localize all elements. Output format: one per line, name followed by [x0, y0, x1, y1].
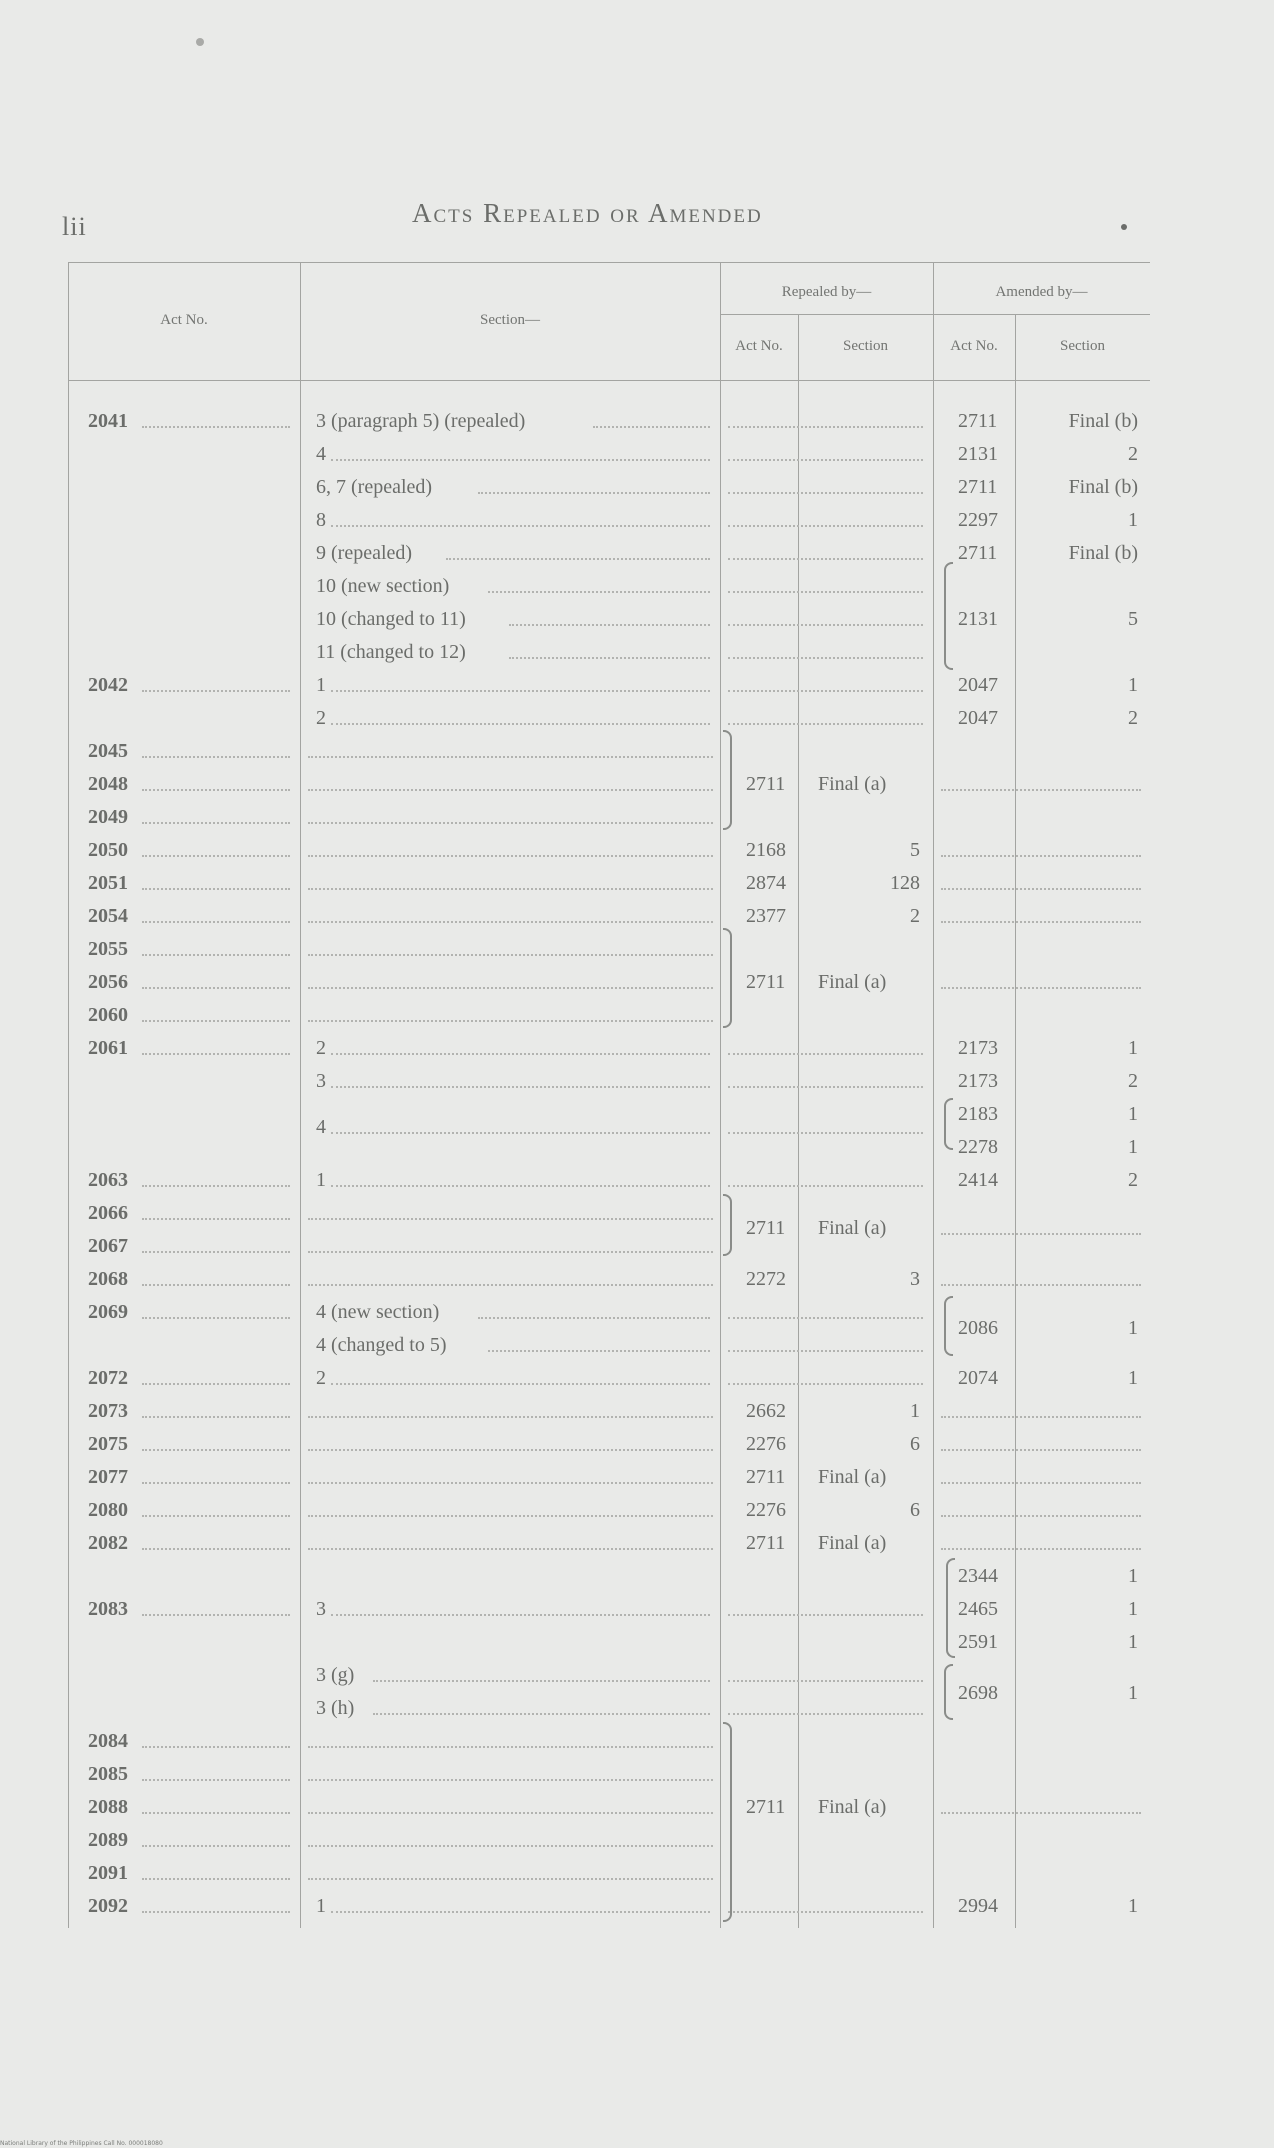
section-text: 11 (changed to 12)	[316, 641, 466, 663]
act-leader	[142, 1548, 290, 1550]
amended-by-section: 1	[1128, 1136, 1138, 1158]
ink-dot	[1121, 224, 1127, 230]
act-leader	[142, 987, 290, 989]
section-text: 1	[316, 1895, 326, 1917]
act-leader	[142, 1515, 290, 1517]
repealed-by-act: 2662	[746, 1400, 786, 1422]
repealed-leader	[728, 723, 923, 725]
act-number: 2083	[88, 1598, 128, 1620]
amended-by-section: 2	[1128, 707, 1138, 729]
section-text: 3 (g)	[316, 1664, 355, 1686]
repealed-by-section: 5	[910, 839, 920, 861]
repealed-by-act: 2874	[746, 872, 786, 894]
section-leader	[308, 1746, 713, 1748]
section-text: 4 (changed to 5)	[316, 1334, 447, 1356]
repealed-leader	[728, 690, 923, 692]
repealed-leader	[728, 1350, 923, 1352]
amended-by-act: 2591	[958, 1631, 998, 1653]
section-leader	[308, 954, 713, 956]
amended-leader	[941, 888, 1141, 890]
amended-by-act: 2086	[958, 1317, 998, 1339]
act-number: 2068	[88, 1268, 128, 1290]
section-leader	[331, 1614, 711, 1616]
act-number: 2077	[88, 1466, 128, 1488]
repealed-leader	[728, 1911, 923, 1913]
col-rule-4	[933, 262, 934, 1928]
amended-leader	[941, 1515, 1141, 1517]
act-number: 2048	[88, 773, 128, 795]
section-leader	[331, 1185, 711, 1187]
header-amended-section: Section	[1060, 338, 1105, 354]
repealed-by-section: Final (a)	[818, 1796, 887, 1818]
amended-leader	[941, 1416, 1141, 1418]
page-number: lii	[62, 212, 87, 241]
repealed-leader	[728, 1614, 923, 1616]
repealed-leader	[728, 624, 923, 626]
header-act-no: Act No.	[160, 312, 208, 328]
repealed-by-act: 2711	[746, 1466, 786, 1488]
bracket	[723, 730, 732, 830]
section-leader	[488, 1350, 710, 1352]
act-leader	[142, 1779, 290, 1781]
section-leader	[331, 525, 711, 527]
subheader-rule	[720, 314, 1150, 315]
section-text: 10 (new section)	[316, 575, 450, 597]
act-leader	[142, 1449, 290, 1451]
header-repealed-by: Repealed by—	[781, 284, 872, 300]
footer-credit: National Library of the Philippines Call No. 000018080	[0, 2140, 163, 2147]
act-number: 2066	[88, 1202, 128, 1224]
section-leader	[308, 1548, 713, 1550]
amended-by-act: 2711	[958, 542, 998, 564]
section-leader	[308, 822, 713, 824]
amended-by-act: 2278	[958, 1136, 998, 1158]
section-text: 8	[316, 509, 326, 531]
bracket	[946, 1558, 955, 1658]
repealed-leader	[728, 1383, 923, 1385]
amended-by-section: 5	[1128, 608, 1138, 630]
smudge	[196, 38, 204, 46]
amended-leader	[941, 921, 1141, 923]
section-leader	[308, 987, 713, 989]
section-leader	[308, 1416, 713, 1418]
amended-by-act: 2047	[958, 707, 998, 729]
section-text: 10 (changed to 11)	[316, 608, 466, 630]
repealed-by-act: 2711	[746, 773, 786, 795]
section-text: 3 (h)	[316, 1697, 355, 1719]
amended-by-section: 1	[1128, 1367, 1138, 1389]
section-leader	[331, 1911, 711, 1913]
section-text: 3 (paragraph 5) (repealed)	[316, 410, 526, 432]
bracket	[944, 1296, 953, 1356]
section-text: 9 (repealed)	[316, 542, 413, 564]
repealed-by-act: 2276	[746, 1433, 786, 1455]
section-text: 4 (new section)	[316, 1301, 440, 1323]
act-leader	[142, 1053, 290, 1055]
bracket	[723, 1194, 732, 1256]
act-leader	[142, 690, 290, 692]
col-rule-1	[300, 262, 301, 1928]
section-leader	[488, 591, 710, 593]
header-section: Section—	[480, 312, 540, 328]
act-leader	[142, 426, 290, 428]
act-number: 2084	[88, 1730, 128, 1752]
act-leader	[142, 1416, 290, 1418]
act-number: 2050	[88, 839, 128, 861]
repealed-leader	[728, 657, 923, 659]
act-leader	[142, 756, 290, 758]
act-number: 2045	[88, 740, 128, 762]
col-rule-2	[720, 262, 721, 1928]
act-leader	[142, 1284, 290, 1286]
amended-by-act: 2994	[958, 1895, 998, 1917]
amended-by-act: 2173	[958, 1037, 998, 1059]
section-leader	[593, 426, 710, 428]
repealed-leader	[728, 525, 923, 527]
section-leader	[446, 558, 710, 560]
act-leader	[142, 822, 290, 824]
act-leader	[142, 1317, 290, 1319]
act-leader	[142, 1878, 290, 1880]
act-number: 2091	[88, 1862, 128, 1884]
section-leader	[373, 1680, 711, 1682]
section-text: 2	[316, 1037, 326, 1059]
page-title: Acts Repealed or Amended	[412, 198, 763, 228]
section-leader	[509, 657, 710, 659]
amended-by-section: Final (b)	[1068, 542, 1138, 564]
amended-by-act: 2711	[958, 476, 998, 498]
act-number: 2061	[88, 1037, 128, 1059]
section-leader	[308, 921, 713, 923]
section-leader	[331, 459, 711, 461]
act-number: 2049	[88, 806, 128, 828]
section-leader	[509, 624, 710, 626]
section-leader	[308, 1845, 713, 1847]
repealed-by-act: 2711	[746, 1217, 786, 1239]
section-text: 3	[316, 1598, 326, 1620]
repealed-by-section: 6	[910, 1433, 920, 1455]
act-leader	[142, 1185, 290, 1187]
repealed-leader	[728, 426, 923, 428]
amended-by-act: 2183	[958, 1103, 998, 1125]
act-number: 2069	[88, 1301, 128, 1323]
act-number: 2073	[88, 1400, 128, 1422]
repealed-by-act: 2711	[746, 1532, 786, 1554]
repealed-by-act: 2272	[746, 1268, 786, 1290]
repealed-leader	[728, 492, 923, 494]
act-number: 2089	[88, 1829, 128, 1851]
col-rule-5	[1015, 314, 1016, 1928]
amended-by-section: 2	[1128, 1070, 1138, 1092]
act-leader	[142, 921, 290, 923]
bracket	[944, 562, 953, 670]
act-leader	[142, 1251, 290, 1253]
amended-by-act: 2131	[958, 608, 998, 630]
section-leader	[331, 1132, 711, 1134]
act-number: 2055	[88, 938, 128, 960]
amended-by-act: 2074	[958, 1367, 998, 1389]
header-bottom-rule	[68, 380, 1150, 381]
act-leader	[142, 1911, 290, 1913]
amended-by-section: 1	[1128, 1682, 1138, 1704]
act-leader	[142, 855, 290, 857]
amended-by-section: 1	[1128, 1317, 1138, 1339]
section-text: 3	[316, 1070, 326, 1092]
bracket	[944, 1664, 953, 1720]
section-leader	[308, 855, 713, 857]
act-number: 2082	[88, 1532, 128, 1554]
amended-by-section: 1	[1128, 1631, 1138, 1653]
bracket	[944, 1098, 953, 1150]
amended-by-act: 2297	[958, 509, 998, 531]
section-leader	[308, 1779, 713, 1781]
act-number: 2042	[88, 674, 128, 696]
act-number: 2041	[88, 410, 128, 432]
section-leader	[308, 789, 713, 791]
section-text: 4	[316, 443, 326, 465]
section-text: 1	[316, 674, 326, 696]
section-leader	[308, 888, 713, 890]
section-text: 2	[316, 707, 326, 729]
amended-leader	[941, 1812, 1141, 1814]
amended-by-act: 2698	[958, 1682, 998, 1704]
section-leader	[308, 1218, 713, 1220]
amended-by-section: 1	[1128, 1037, 1138, 1059]
act-number: 2088	[88, 1796, 128, 1818]
repealed-leader	[728, 459, 923, 461]
section-leader	[308, 1020, 713, 1022]
section-leader	[308, 1449, 713, 1451]
repealed-by-section: Final (a)	[818, 1466, 887, 1488]
section-leader	[308, 1812, 713, 1814]
repealed-by-section: 1	[910, 1400, 920, 1422]
amended-by-section: 1	[1128, 674, 1138, 696]
amended-by-act: 2173	[958, 1070, 998, 1092]
repealed-leader	[728, 591, 923, 593]
section-leader	[308, 1251, 713, 1253]
section-leader	[331, 1086, 711, 1088]
repealed-by-section: 3	[910, 1268, 920, 1290]
act-number: 2085	[88, 1763, 128, 1785]
act-number: 2063	[88, 1169, 128, 1191]
amended-leader	[941, 1449, 1141, 1451]
amended-by-act: 2344	[958, 1565, 998, 1587]
amended-leader	[941, 1233, 1141, 1235]
amended-by-section: 1	[1128, 1895, 1138, 1917]
repealed-leader	[728, 1713, 923, 1715]
section-text: 6, 7 (repealed)	[316, 476, 433, 498]
amended-leader	[941, 1548, 1141, 1550]
amended-by-section: 1	[1128, 509, 1138, 531]
amended-by-act: 2711	[958, 410, 998, 432]
repealed-leader	[728, 1132, 923, 1134]
repealed-by-act: 2168	[746, 839, 786, 861]
repealed-leader	[728, 1053, 923, 1055]
amended-by-section: 2	[1128, 1169, 1138, 1191]
col-rule-3	[798, 314, 799, 1928]
amended-leader	[941, 855, 1141, 857]
act-leader	[142, 1020, 290, 1022]
repealed-by-section: Final (a)	[818, 1217, 887, 1239]
act-leader	[142, 1746, 290, 1748]
repealed-by-act: 2711	[746, 971, 786, 993]
amended-by-section: Final (b)	[1068, 410, 1138, 432]
act-leader	[142, 954, 290, 956]
section-leader	[308, 1482, 713, 1484]
section-text: 2	[316, 1367, 326, 1389]
amended-leader	[941, 987, 1141, 989]
amended-by-section: Final (b)	[1068, 476, 1138, 498]
table-top-rule	[68, 262, 1150, 263]
section-leader	[331, 723, 711, 725]
repealed-by-section: 128	[890, 872, 920, 894]
bracket	[723, 928, 732, 1028]
amended-by-section: 2	[1128, 443, 1138, 465]
act-number: 2075	[88, 1433, 128, 1455]
section-leader	[478, 492, 711, 494]
act-leader	[142, 888, 290, 890]
act-number: 2067	[88, 1235, 128, 1257]
acts-table	[68, 262, 1150, 1928]
amended-by-section: 1	[1128, 1565, 1138, 1587]
act-number: 2080	[88, 1499, 128, 1521]
bracket	[723, 1722, 732, 1922]
amended-by-act: 2047	[958, 674, 998, 696]
act-number: 2092	[88, 1895, 128, 1917]
act-number: 2060	[88, 1004, 128, 1026]
section-leader	[308, 1878, 713, 1880]
section-leader	[308, 1284, 713, 1286]
section-text: 1	[316, 1169, 326, 1191]
act-number: 2072	[88, 1367, 128, 1389]
repealed-by-section: 2	[910, 905, 920, 927]
repealed-leader	[728, 1317, 923, 1319]
act-leader	[142, 1218, 290, 1220]
section-leader	[308, 1515, 713, 1517]
amended-leader	[941, 1284, 1141, 1286]
header-repealed-act-no: Act No.	[735, 338, 783, 354]
repealed-by-section: Final (a)	[818, 1532, 887, 1554]
amended-by-act: 2131	[958, 443, 998, 465]
header-amended-by: Amended by—	[995, 284, 1088, 300]
act-number: 2054	[88, 905, 128, 927]
repealed-by-act: 2276	[746, 1499, 786, 1521]
amended-by-act: 2465	[958, 1598, 998, 1620]
act-leader	[142, 1482, 290, 1484]
repealed-leader	[728, 1185, 923, 1187]
section-leader	[373, 1713, 711, 1715]
section-leader	[478, 1317, 711, 1319]
header-repealed-section: Section	[843, 338, 888, 354]
repealed-by-section: Final (a)	[818, 773, 887, 795]
repealed-by-act: 2711	[746, 1796, 786, 1818]
act-leader	[142, 789, 290, 791]
amended-leader	[941, 789, 1141, 791]
amended-by-section: 1	[1128, 1103, 1138, 1125]
section-leader	[331, 690, 711, 692]
amended-by-section: 1	[1128, 1598, 1138, 1620]
amended-by-act: 2414	[958, 1169, 998, 1191]
repealed-by-section: Final (a)	[818, 971, 887, 993]
act-leader	[142, 1812, 290, 1814]
repealed-leader	[728, 558, 923, 560]
repealed-leader	[728, 1086, 923, 1088]
table-left-rule	[68, 262, 69, 1928]
section-leader	[308, 756, 713, 758]
act-number: 2056	[88, 971, 128, 993]
section-leader	[331, 1383, 711, 1385]
repealed-leader	[728, 1680, 923, 1682]
act-leader	[142, 1614, 290, 1616]
repealed-by-act: 2377	[746, 905, 786, 927]
act-leader	[142, 1845, 290, 1847]
header-amended-act-no: Act No.	[950, 338, 998, 354]
act-number: 2051	[88, 872, 128, 894]
repealed-by-section: 6	[910, 1499, 920, 1521]
section-leader	[331, 1053, 711, 1055]
amended-leader	[941, 1482, 1141, 1484]
section-text: 4	[316, 1116, 326, 1138]
act-leader	[142, 1383, 290, 1385]
